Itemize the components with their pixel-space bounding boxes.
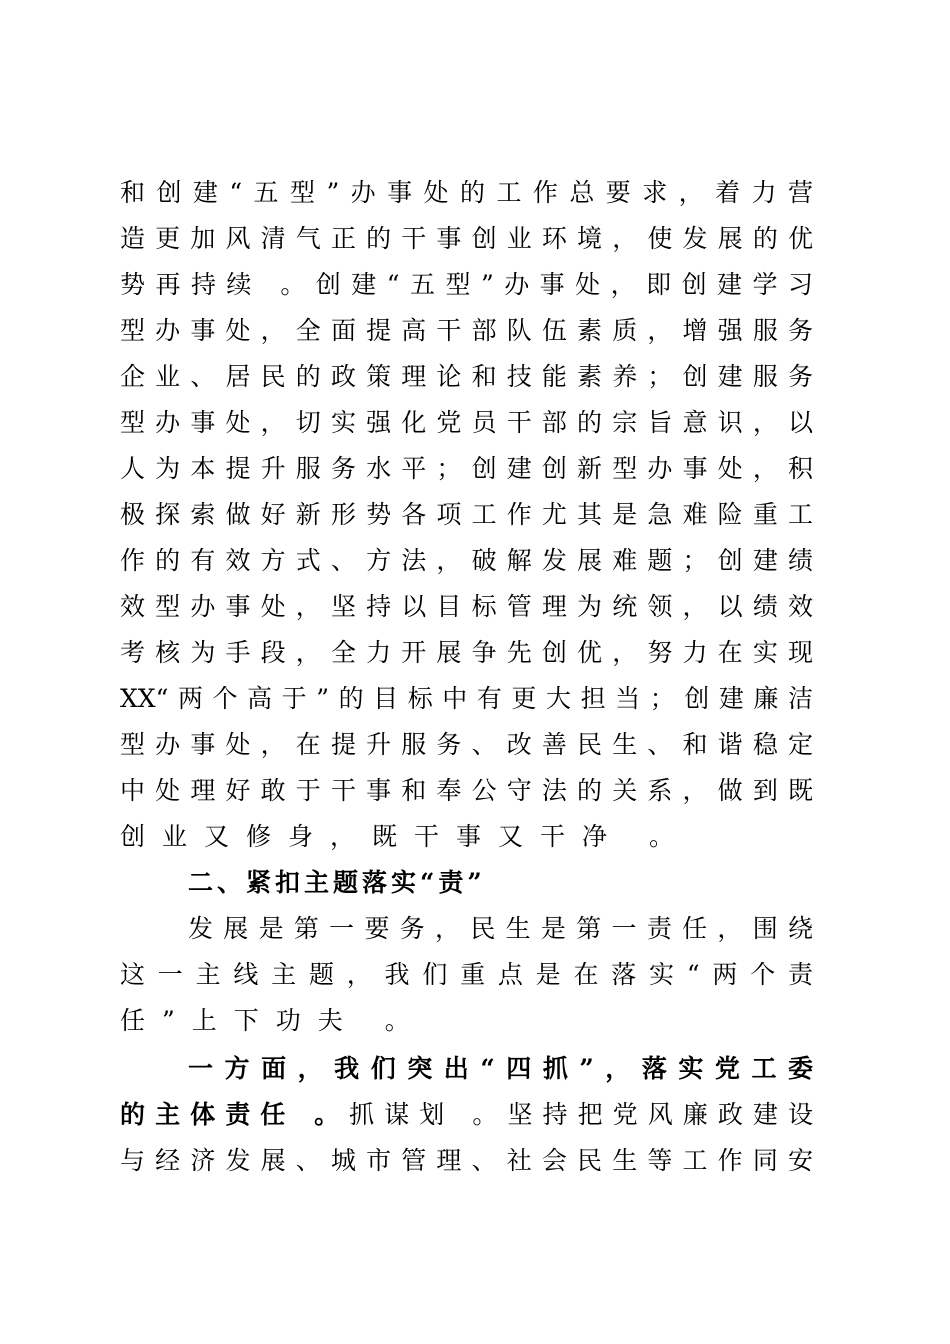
text-line: 企业、居民的政策理论和技能素养；创建服务 — [120, 362, 813, 391]
text-line: 任”上下功夫 。 — [120, 1006, 427, 1035]
text-line: 型办事处，在提升服务、改善民生、和谐稳定 — [120, 730, 813, 759]
text-line: 中处理好敢于干事和奉公守法的关系，做到既 — [120, 776, 813, 805]
text-line: 创业又修身，既干事又干净 。 — [120, 822, 691, 851]
section-heading: 二、紧扣主题落实“责” — [188, 868, 486, 897]
text-line: 与经济发展、城市管理、社会民生等工作同安 — [120, 1146, 813, 1175]
paragraph-first-line: 发展是第一要务，民生是第一责任，围绕 — [188, 914, 813, 943]
text-line: 效型办事处，坚持以目标管理为统领，以绩效 — [120, 592, 813, 621]
text-line: 势再持续 。创建“五型”办事处，即创建学习 — [120, 270, 813, 299]
mixed-text-line — [120, 1092, 813, 1138]
text-line: 造更加风清气正的干事创业环境，使发展的优 — [120, 224, 813, 253]
regular-phrase: 抓谋划 。坚持把党风廉政建设 — [349, 1100, 813, 1129]
text-line: 型办事处，切实强化党员干部的宗旨意识，以 — [120, 408, 813, 437]
text-line: 极探索做好新形势各项工作尤其是急难险重工 — [120, 500, 813, 529]
text-line: 型办事处，全面提高干部队伍素质，增强服务 — [120, 316, 813, 345]
bold-paragraph-first-line: 一方面，我们突出“四抓”，落实党工委 — [188, 1054, 813, 1083]
text-line: 这一主线主题，我们重点是在落实“两个责 — [120, 960, 813, 989]
text-line: 作的有效方式、方法，破解发展难题；创建绩 — [120, 546, 813, 575]
text-line: 和创建“五型”办事处的工作总要求，着力营 — [120, 178, 813, 207]
bold-phrase: 的主体责任 。 — [120, 1100, 350, 1129]
text-line: 人为本提升服务水平；创建创新型办事处，积 — [120, 454, 813, 483]
text-line: 考核为手段，全力开展争先创优，努力在实现 — [120, 638, 813, 667]
text-line: XX“两个高于”的目标中有更大担当；创建廉洁 — [120, 684, 813, 713]
